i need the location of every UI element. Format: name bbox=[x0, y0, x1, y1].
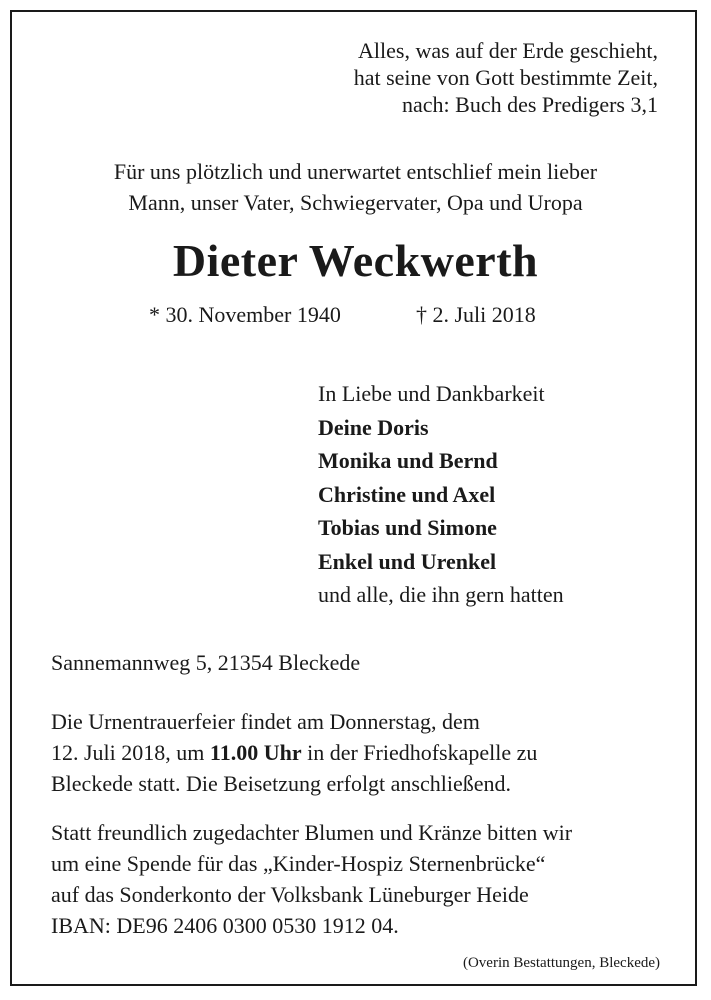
birth-date: * 30. November 1940 bbox=[149, 302, 341, 327]
mourner-name: Christine und Axel bbox=[318, 481, 496, 507]
donation-line: auf das Sonderkonto der Volksbank Lüneburger Heide bbox=[51, 882, 529, 907]
donation-info bbox=[51, 817, 572, 941]
motto-line: Alles, was auf der Erde geschieht, bbox=[358, 38, 658, 63]
mourners-closing: und alle, die ihn gern hatten bbox=[318, 582, 564, 607]
ceremony-location: in der Friedhofskapelle zu bbox=[301, 740, 538, 765]
mourner-name: Tobias und Simone bbox=[318, 515, 497, 540]
ceremony-info bbox=[51, 706, 537, 799]
ceremony-date: 12. Juli 2018, um bbox=[51, 740, 210, 765]
undertaker-credit: (Overin Bestattungen, Bleckede) bbox=[462, 955, 660, 971]
mourner-name: Deine Doris bbox=[318, 414, 429, 440]
deceased-name: Dieter Weckwerth bbox=[172, 235, 539, 286]
intro-line: Mann, unser Vater, Schwiegervater, Opa und Uropa bbox=[128, 190, 583, 215]
intro-line: Für uns plötzlich und unerwartet entschlief mein lieber bbox=[113, 159, 598, 184]
mourner-name: Monika und Bernd bbox=[318, 448, 498, 473]
mourners-block bbox=[318, 377, 564, 612]
mourner-name: Enkel und Urenkel bbox=[318, 548, 497, 574]
ceremony-time: 11.00 Uhr bbox=[209, 740, 302, 765]
motto-line: hat seine von Gott bestimmte Zeit, bbox=[353, 65, 658, 90]
ceremony-line bbox=[51, 737, 537, 768]
intro-text bbox=[0, 156, 711, 218]
ceremony-line: Die Urnentrauerfeier findet am Donnerstag, dem bbox=[51, 709, 480, 734]
motto-line: nach: Buch des Predigers 3,1 bbox=[402, 92, 658, 117]
ceremony-line: Bleckede statt. Die Beisetzung erfolgt anschließend. bbox=[51, 771, 512, 796]
iban-line: IBAN: DE96 2406 0300 0530 1912 04. bbox=[51, 913, 399, 938]
mourners-intro: In Liebe und Dankbarkeit bbox=[318, 381, 545, 406]
donation-line: um eine Spende für das „Kinder-Hospiz Sternenbrücke“ bbox=[51, 851, 546, 876]
death-date: † 2. Juli 2018 bbox=[416, 302, 536, 327]
family-address: Sannemannweg 5, 21354 Bleckede bbox=[51, 650, 361, 675]
donation-line: Statt freundlich zugedachter Blumen und Kränze bitten wir bbox=[51, 820, 573, 845]
bible-motto bbox=[354, 37, 658, 118]
